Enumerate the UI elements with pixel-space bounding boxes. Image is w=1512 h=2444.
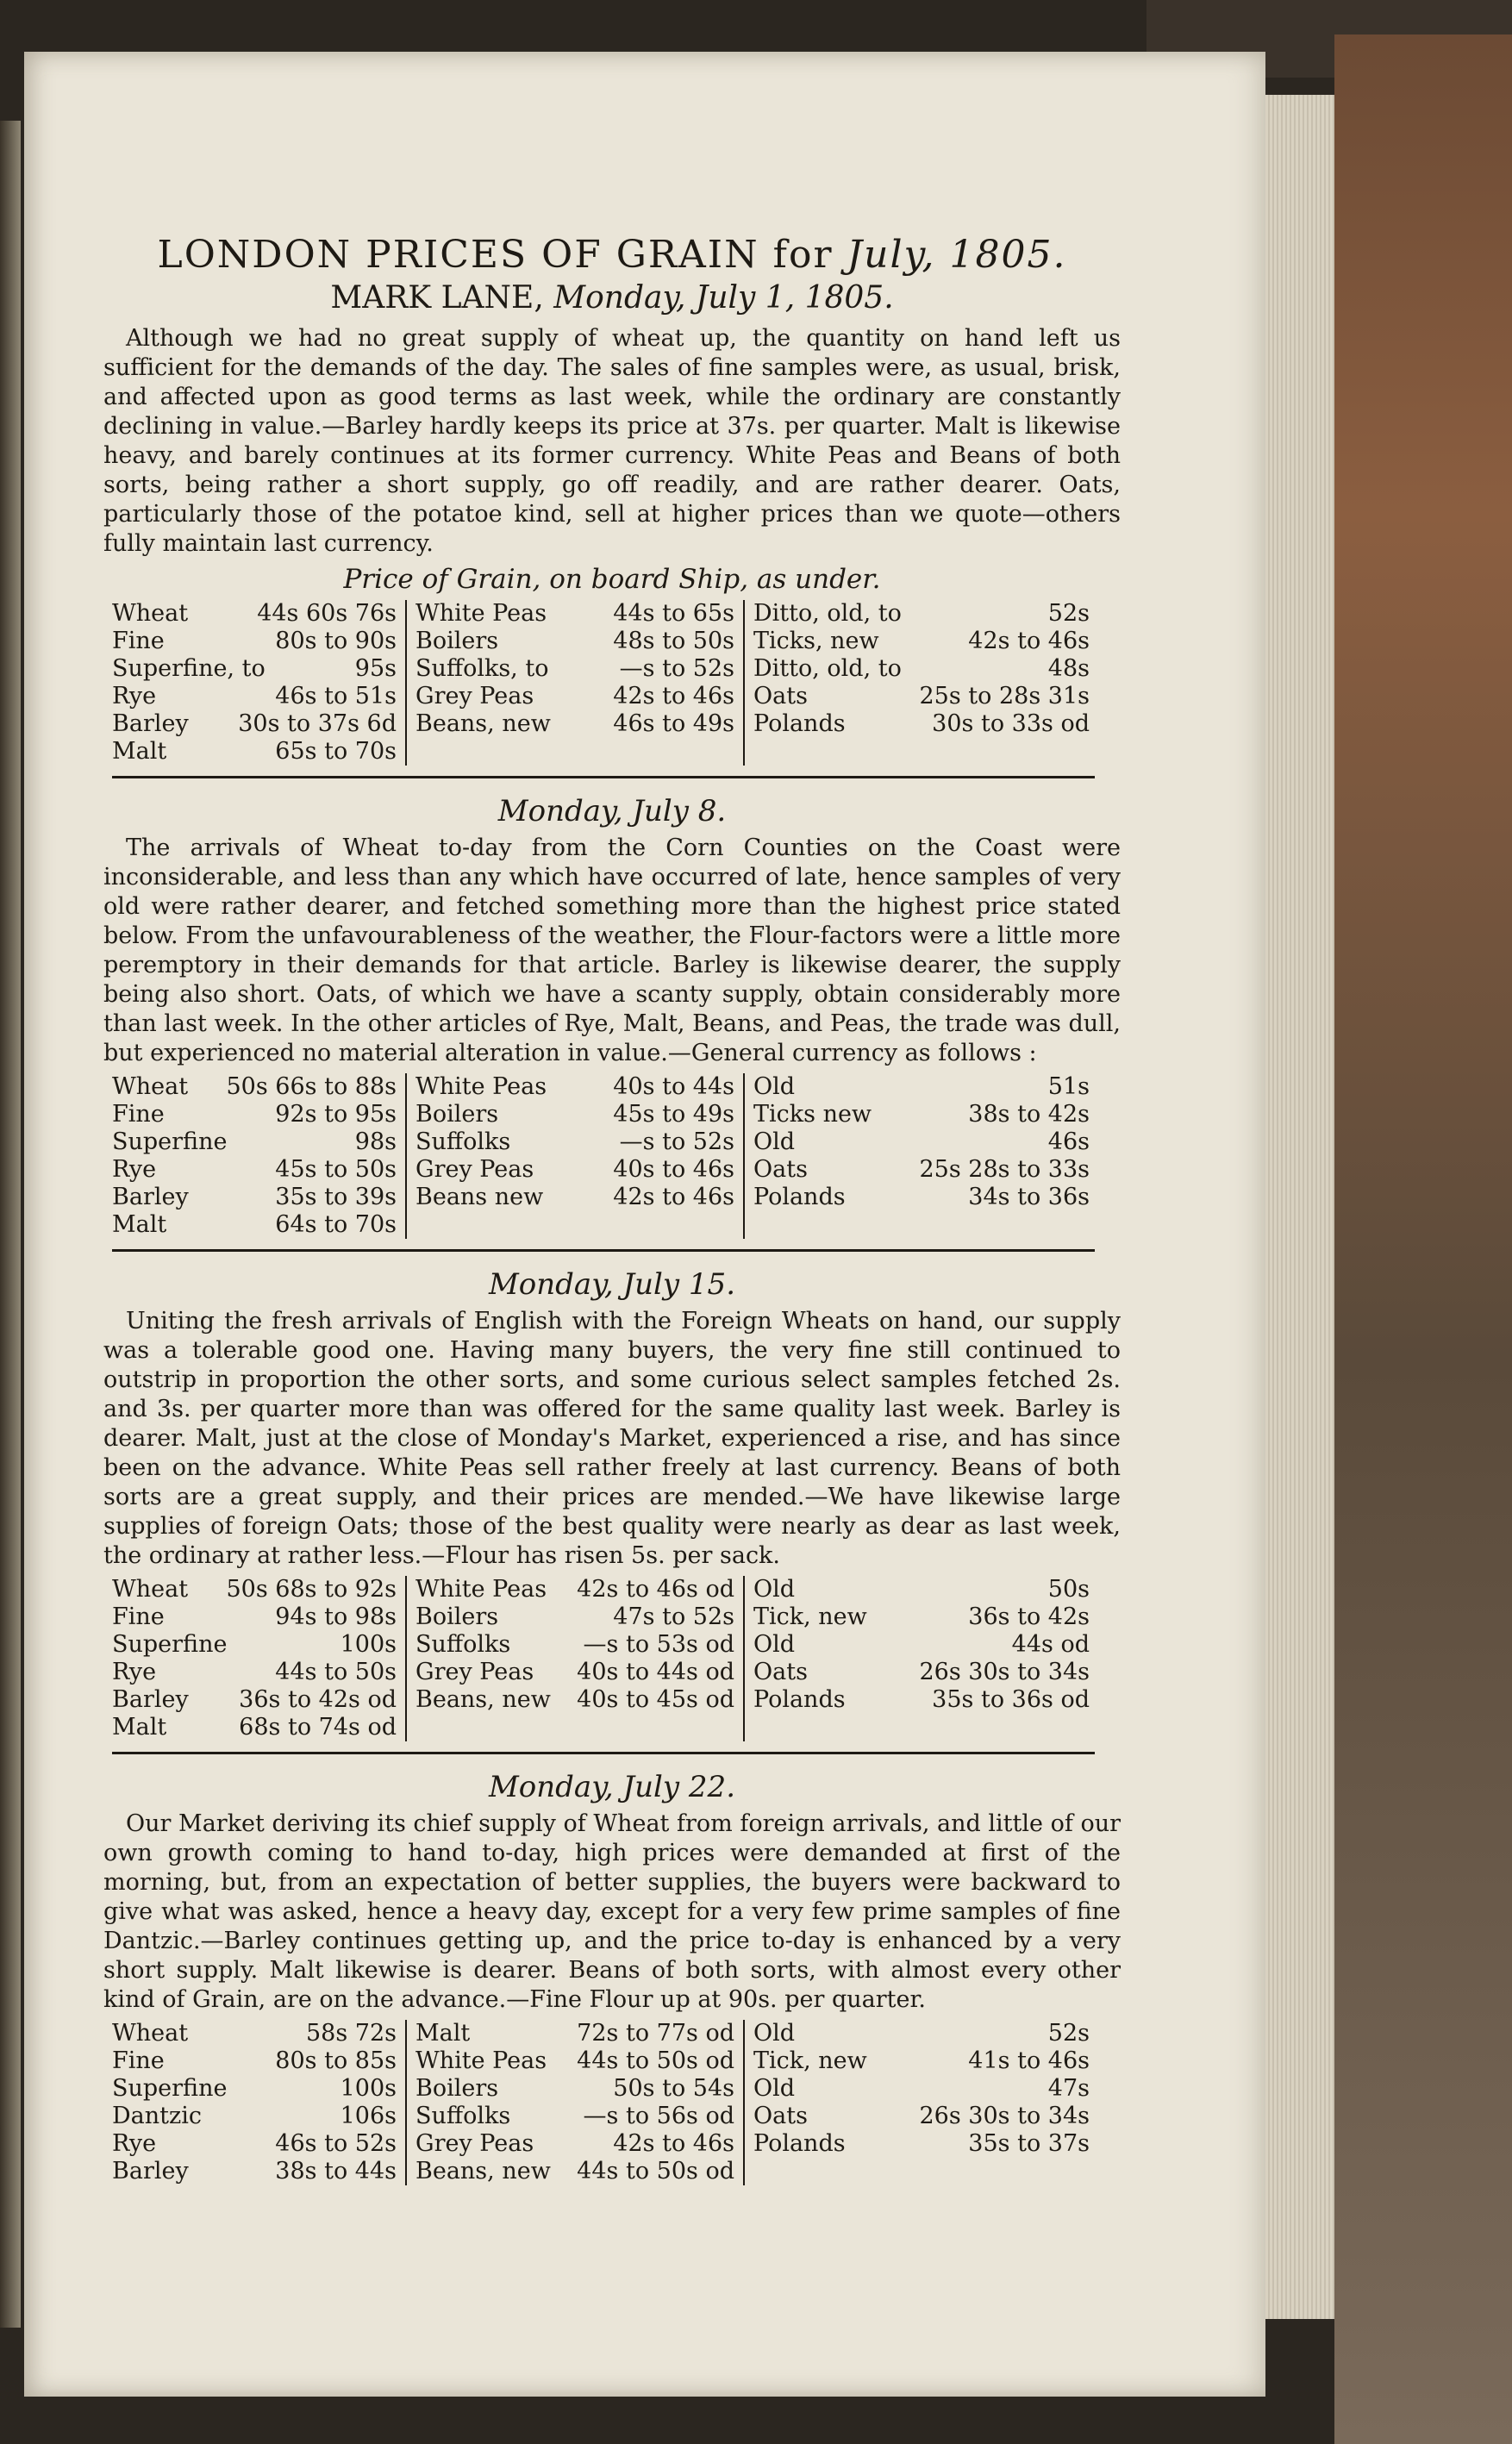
- price-row: [753, 1603, 1090, 1631]
- grain-price: —s to 53s od: [583, 1631, 734, 1658]
- grain-price: 36s to 42s od: [239, 1686, 397, 1713]
- grain-price: 44s to 50s: [275, 1659, 397, 1685]
- grain-price: 41s to 46s: [968, 2047, 1090, 2074]
- price-row: [112, 1156, 397, 1184]
- page-block-edge: [1265, 95, 1334, 2319]
- title-main: LONDON PRICES OF GRAIN for: [157, 233, 834, 277]
- left-page-edge: [0, 121, 21, 2328]
- grain-price: 40s to 44s od: [577, 1659, 734, 1685]
- grain-price: 42s to 46s od: [577, 1576, 734, 1603]
- grain-name: Beans new: [415, 1184, 544, 1210]
- grain-price: 25s 28s to 33s: [919, 1156, 1090, 1183]
- price-row: [112, 628, 397, 655]
- price-row: [415, 1659, 734, 1686]
- price-column: [405, 1073, 745, 1239]
- grain-name: Ticks new: [753, 1101, 872, 1128]
- section-date-heading: Monday, July 22.: [488, 1770, 735, 1804]
- market-heading: [103, 280, 1121, 316]
- grain-name: Beans, new: [415, 2158, 551, 2185]
- grain-price: 42s to 46s: [968, 628, 1090, 654]
- grain-price: 50s 66s to 88s: [226, 1073, 397, 1100]
- price-row: [753, 1659, 1090, 1686]
- price-column: [405, 600, 745, 766]
- grain-name: Fine: [112, 628, 165, 654]
- grain-price: 100s: [340, 2075, 397, 2102]
- grain-price: 46s to 49s: [613, 710, 734, 737]
- price-row: [753, 1101, 1090, 1128]
- price-subheading: Price of Grain, on board Ship, as under.: [343, 564, 881, 595]
- grain-price: 50s to 54s: [613, 2075, 734, 2102]
- grain-price: 46s: [1047, 1128, 1090, 1155]
- grain-name: Oats: [753, 2103, 808, 2129]
- grain-name: Grey Peas: [415, 1659, 534, 1685]
- price-row: [112, 1128, 397, 1156]
- price-row: [415, 655, 734, 683]
- price-row: [112, 655, 397, 683]
- price-row: [112, 2020, 397, 2047]
- grain-price: 46s to 52s: [275, 2130, 397, 2157]
- grain-price: 98s: [354, 1128, 397, 1155]
- grain-name: Boilers: [415, 628, 499, 654]
- price-row: [112, 2047, 397, 2075]
- grain-price: 38s to 42s: [968, 1101, 1090, 1128]
- grain-name: Boilers: [415, 2075, 499, 2102]
- grain-price: 35s to 36s od: [932, 1686, 1090, 1713]
- grain-price: 52s: [1047, 600, 1090, 627]
- grain-price: 38s to 44s: [275, 2158, 397, 2185]
- grain-name: Boilers: [415, 1603, 499, 1630]
- price-row: [415, 2075, 734, 2103]
- price-row: [112, 600, 397, 628]
- grain-name: Fine: [112, 1603, 165, 1630]
- grain-name: Tick, new: [753, 2047, 867, 2074]
- section-date-heading: Monday, July 8.: [497, 794, 727, 828]
- grain-name: Old: [753, 2020, 796, 2047]
- grain-name: Old: [753, 1631, 796, 1658]
- report-sections: [103, 324, 1121, 2185]
- grain-price: 26s 30s to 34s: [919, 2103, 1090, 2129]
- grain-name: Grey Peas: [415, 1156, 534, 1183]
- grain-name: Grey Peas: [415, 683, 534, 709]
- price-row: [753, 1576, 1090, 1603]
- price-row: [415, 1073, 734, 1101]
- price-row: [415, 1603, 734, 1631]
- grain-name: Suffolks, to: [415, 655, 549, 682]
- price-row: [112, 2103, 397, 2130]
- grain-name: Superfine, to: [112, 655, 266, 682]
- price-column: [405, 1576, 745, 1741]
- grain-price: 46s to 51s: [275, 683, 397, 709]
- grain-name: Old: [753, 1576, 796, 1603]
- grain-price: 35s to 37s: [968, 2130, 1090, 2157]
- grain-price: 30s to 37s 6d: [238, 710, 397, 737]
- grain-name: Malt: [415, 2020, 471, 2047]
- grain-name: Boilers: [415, 1101, 499, 1128]
- market-report-paragraph: Uniting the fresh arrivals of English with the Foreign Wheats on hand, our supply was a tolerable good one. Having many buyers, the very fine still continued to outstrip in proportion the other sorts, and some curious select samples fetched 2s. and 3s. per quarter more than was offered for the same quality last week. Barley is dearer. Malt, just at the close of Monday's Market, experienced a rise, and has since been on the advance. White Peas sell rather freely at last currency. Beans of both sorts are a great supply, and their prices are mended.—We have likewise large supplies of foreign Oats; those of the best quality were nearly as dear as last week, the ordinary at rather less.—Flour has risen 5s. per sack.: [103, 1308, 1121, 1569]
- grain-name: Malt: [112, 1211, 167, 1238]
- market-report-paragraph: Our Market deriving its chief supply of Wheat from foreign arrivals, and little of our own growth coming to hand to-day, high prices were demanded at first of the morning, but, from an expectation of better supplies, the buyers were backward to give what was asked, hence a heavy day, except for a very few prime samples of fine Dantzic.—Barley continues getting up, and the price to-day is enhanced by a very short supply. Malt likewise is dearer. Beans of both sorts, with almost every other kind of Grain, are on the advance.—Fine Flour up at 90s. per quarter.: [103, 1810, 1121, 2013]
- price-row: [112, 710, 397, 738]
- grain-name: White Peas: [415, 2047, 547, 2074]
- grain-price: —s to 52s: [619, 1128, 734, 1155]
- price-row: [753, 1686, 1090, 1714]
- grain-name: Grey Peas: [415, 2130, 534, 2157]
- grain-price: 42s to 46s: [613, 683, 734, 709]
- grain-price: 50s: [1047, 1576, 1090, 1603]
- grain-price: 65s to 70s: [275, 738, 397, 765]
- grain-name: Malt: [112, 1714, 167, 1741]
- price-row: [112, 1659, 397, 1686]
- grain-name: Barley: [112, 2158, 189, 2185]
- book-cover: [1334, 34, 1512, 2444]
- grain-price: 47s to 52s: [613, 1603, 734, 1630]
- price-row: [415, 1128, 734, 1156]
- price-column: [103, 600, 405, 766]
- grain-price: 44s to 65s: [613, 600, 734, 627]
- grain-name: Rye: [112, 2130, 157, 2157]
- grain-name: Barley: [112, 1184, 189, 1210]
- grain-price: 35s to 39s: [275, 1184, 397, 1210]
- price-table: [103, 1073, 1121, 1239]
- page-content: [103, 233, 1121, 2196]
- price-row: [753, 1128, 1090, 1156]
- grain-price: 42s to 46s: [613, 2130, 734, 2157]
- grain-price: —s to 56s od: [583, 2103, 734, 2129]
- grain-name: Polands: [753, 2130, 846, 2157]
- grain-name: Fine: [112, 2047, 165, 2074]
- price-column: [405, 2020, 745, 2185]
- grain-price: 45s to 50s: [275, 1156, 397, 1183]
- price-row: [112, 1184, 397, 1211]
- price-column: [745, 1073, 1098, 1239]
- grain-price: 50s 68s to 92s: [226, 1576, 397, 1603]
- grain-price: 58s 72s: [305, 2020, 397, 2047]
- price-column: [103, 2020, 405, 2185]
- price-row: [753, 2020, 1090, 2047]
- price-row: [753, 710, 1090, 738]
- grain-name: White Peas: [415, 1576, 547, 1603]
- grain-price: 64s to 70s: [275, 1211, 397, 1238]
- price-row: [415, 2103, 734, 2130]
- grain-name: Polands: [753, 1184, 846, 1210]
- grain-price: 25s to 28s 31s: [919, 683, 1090, 709]
- grain-name: Superfine: [112, 1128, 228, 1155]
- grain-price: 44s to 50s od: [577, 2047, 734, 2074]
- grain-name: Wheat: [112, 2020, 189, 2047]
- price-row: [112, 1686, 397, 1714]
- grain-name: Old: [753, 2075, 796, 2102]
- grain-price: 106s: [340, 2103, 397, 2129]
- grain-name: Superfine: [112, 1631, 228, 1658]
- price-row: [112, 1714, 397, 1741]
- grain-name: Ticks, new: [753, 628, 879, 654]
- price-row: [753, 1631, 1090, 1659]
- price-row: [112, 1211, 397, 1239]
- title-date: July, 1805.: [847, 233, 1067, 277]
- grain-price: 94s to 98s: [275, 1603, 397, 1630]
- price-row: [415, 1101, 734, 1128]
- price-row: [753, 2075, 1090, 2103]
- grain-price: 26s 30s to 34s: [919, 1659, 1090, 1685]
- price-row: [415, 600, 734, 628]
- grain-price: 48s: [1047, 655, 1090, 682]
- grain-name: Oats: [753, 1156, 808, 1183]
- heading-place: MARK LANE,: [330, 280, 544, 316]
- grain-name: Rye: [112, 683, 157, 709]
- grain-name: Beans, new: [415, 710, 551, 737]
- grain-name: Suffolks: [415, 1631, 511, 1658]
- price-column: [745, 2020, 1098, 2185]
- grain-name: Old: [753, 1073, 796, 1100]
- grain-price: 48s to 50s: [613, 628, 734, 654]
- price-table: [103, 600, 1121, 766]
- grain-name: Superfine: [112, 2075, 228, 2102]
- price-row: [415, 1576, 734, 1603]
- price-row: [753, 628, 1090, 655]
- price-row: [753, 600, 1090, 628]
- price-row: [415, 1631, 734, 1659]
- grain-name: Polands: [753, 1686, 846, 1713]
- grain-price: 44s to 50s od: [577, 2158, 734, 2185]
- grain-name: Malt: [112, 738, 167, 765]
- grain-name: Old: [753, 1128, 796, 1155]
- grain-name: Wheat: [112, 1576, 189, 1603]
- price-row: [753, 1156, 1090, 1184]
- grain-price: 80s to 85s: [275, 2047, 397, 2074]
- grain-name: Wheat: [112, 600, 189, 627]
- price-row: [415, 2020, 734, 2047]
- grain-name: Wheat: [112, 1073, 189, 1100]
- price-row: [112, 738, 397, 766]
- grain-price: 92s to 95s: [275, 1101, 397, 1128]
- grain-name: Fine: [112, 1101, 165, 1128]
- price-table: [103, 1576, 1121, 1741]
- price-row: [753, 2047, 1090, 2075]
- price-row: [112, 2130, 397, 2158]
- price-row: [415, 710, 734, 738]
- grain-price: 100s: [340, 1631, 397, 1658]
- grain-price: 40s to 45s od: [577, 1686, 734, 1713]
- grain-name: Barley: [112, 1686, 189, 1713]
- grain-name: Beans, new: [415, 1686, 551, 1713]
- grain-price: 80s to 90s: [275, 628, 397, 654]
- price-row: [753, 1184, 1090, 1211]
- price-row: [415, 1156, 734, 1184]
- price-row: [415, 1184, 734, 1211]
- price-column: [103, 1073, 405, 1239]
- grain-name: Rye: [112, 1156, 157, 1183]
- page-title: [103, 233, 1121, 277]
- section-rule: [112, 776, 1095, 778]
- price-column: [745, 1576, 1098, 1741]
- grain-price: 42s to 46s: [613, 1184, 734, 1210]
- price-row: [112, 1631, 397, 1659]
- heading-date: Monday, July 1, 1805.: [553, 280, 894, 316]
- section-rule: [112, 1752, 1095, 1754]
- grain-name: Dantzic: [112, 2103, 202, 2129]
- market-report-paragraph: Although we had no great supply of wheat up, the quantity on hand left us sufficient for the demands of the day. The sales of fine samples were, as usual, brisk, and affected upon as good terms as last week, while the ordinary are constantly declining in value.—Barley hardly keeps its price at 37s. per quarter. Malt is likewise heavy, and barely continues at its former currency. White Peas and Beans of both sorts, being rather a short supply, go off readily, and are rather dearer. Oats, particularly those of the potatoe kind, sell at higher prices than we quote—others fully maintain last currency.: [103, 325, 1121, 557]
- grain-price: 95s: [354, 655, 397, 682]
- price-row: [415, 1686, 734, 1714]
- grain-name: Oats: [753, 683, 808, 709]
- price-row: [415, 2158, 734, 2185]
- grain-name: Barley: [112, 710, 189, 737]
- grain-name: Ditto, old, to: [753, 655, 902, 682]
- grain-name: Polands: [753, 710, 846, 737]
- price-row: [753, 683, 1090, 710]
- grain-price: 45s to 49s: [613, 1101, 734, 1128]
- grain-price: 52s: [1047, 2020, 1090, 2047]
- price-row: [415, 2130, 734, 2158]
- grain-name: Oats: [753, 1659, 808, 1685]
- price-row: [753, 2103, 1090, 2130]
- price-row: [112, 2158, 397, 2185]
- grain-price: 34s to 36s: [968, 1184, 1090, 1210]
- price-row: [112, 683, 397, 710]
- price-column: [103, 1576, 405, 1741]
- section-date-heading: Monday, July 15.: [488, 1267, 735, 1302]
- grain-price: —s to 52s: [619, 655, 734, 682]
- price-row: [753, 1073, 1090, 1101]
- price-table: [103, 2020, 1121, 2185]
- grain-price: 40s to 46s: [613, 1156, 734, 1183]
- grain-price: 40s to 44s: [613, 1073, 734, 1100]
- grain-price: 44s od: [1011, 1631, 1090, 1658]
- price-row: [753, 655, 1090, 683]
- price-row: [112, 1101, 397, 1128]
- price-row: [112, 1603, 397, 1631]
- price-row: [753, 2130, 1090, 2158]
- price-row: [415, 628, 734, 655]
- grain-price: 36s to 42s: [968, 1603, 1090, 1630]
- price-column: [745, 600, 1098, 766]
- grain-price: 47s: [1047, 2075, 1090, 2102]
- grain-price: 30s to 33s od: [932, 710, 1090, 737]
- grain-price: 68s to 74s od: [239, 1714, 397, 1741]
- price-row: [415, 683, 734, 710]
- grain-price: 72s to 77s od: [577, 2020, 734, 2047]
- grain-name: Rye: [112, 1659, 157, 1685]
- grain-name: Tick, new: [753, 1603, 867, 1630]
- section-rule: [112, 1249, 1095, 1252]
- grain-name: Suffolks: [415, 1128, 511, 1155]
- market-report-paragraph: The arrivals of Wheat to-day from the Corn Counties on the Coast were inconsiderable, and less than any which have occurred of late, hence samples of very old were rather dearer, and fetched something more than the highest price stated below. From the unfavourableness of the weather, the Flour-factors were a little more peremptory in their demands for that article. Barley is likewise dearer, the supply being also short. Oats, of which we have a scanty supply, obtain considerably more than last week. In the other articles of Rye, Malt, Beans, and Peas, the trade was dull, but experienced no material alteration in value.—General currency as follows :: [103, 834, 1121, 1066]
- price-row: [112, 1576, 397, 1603]
- grain-price: 44s 60s 76s: [257, 600, 397, 627]
- grain-name: Ditto, old, to: [753, 600, 902, 627]
- grain-name: White Peas: [415, 600, 547, 627]
- price-row: [112, 2075, 397, 2103]
- price-row: [415, 2047, 734, 2075]
- grain-price: 51s: [1047, 1073, 1090, 1100]
- grain-name: White Peas: [415, 1073, 547, 1100]
- grain-name: Suffolks: [415, 2103, 511, 2129]
- price-row: [112, 1073, 397, 1101]
